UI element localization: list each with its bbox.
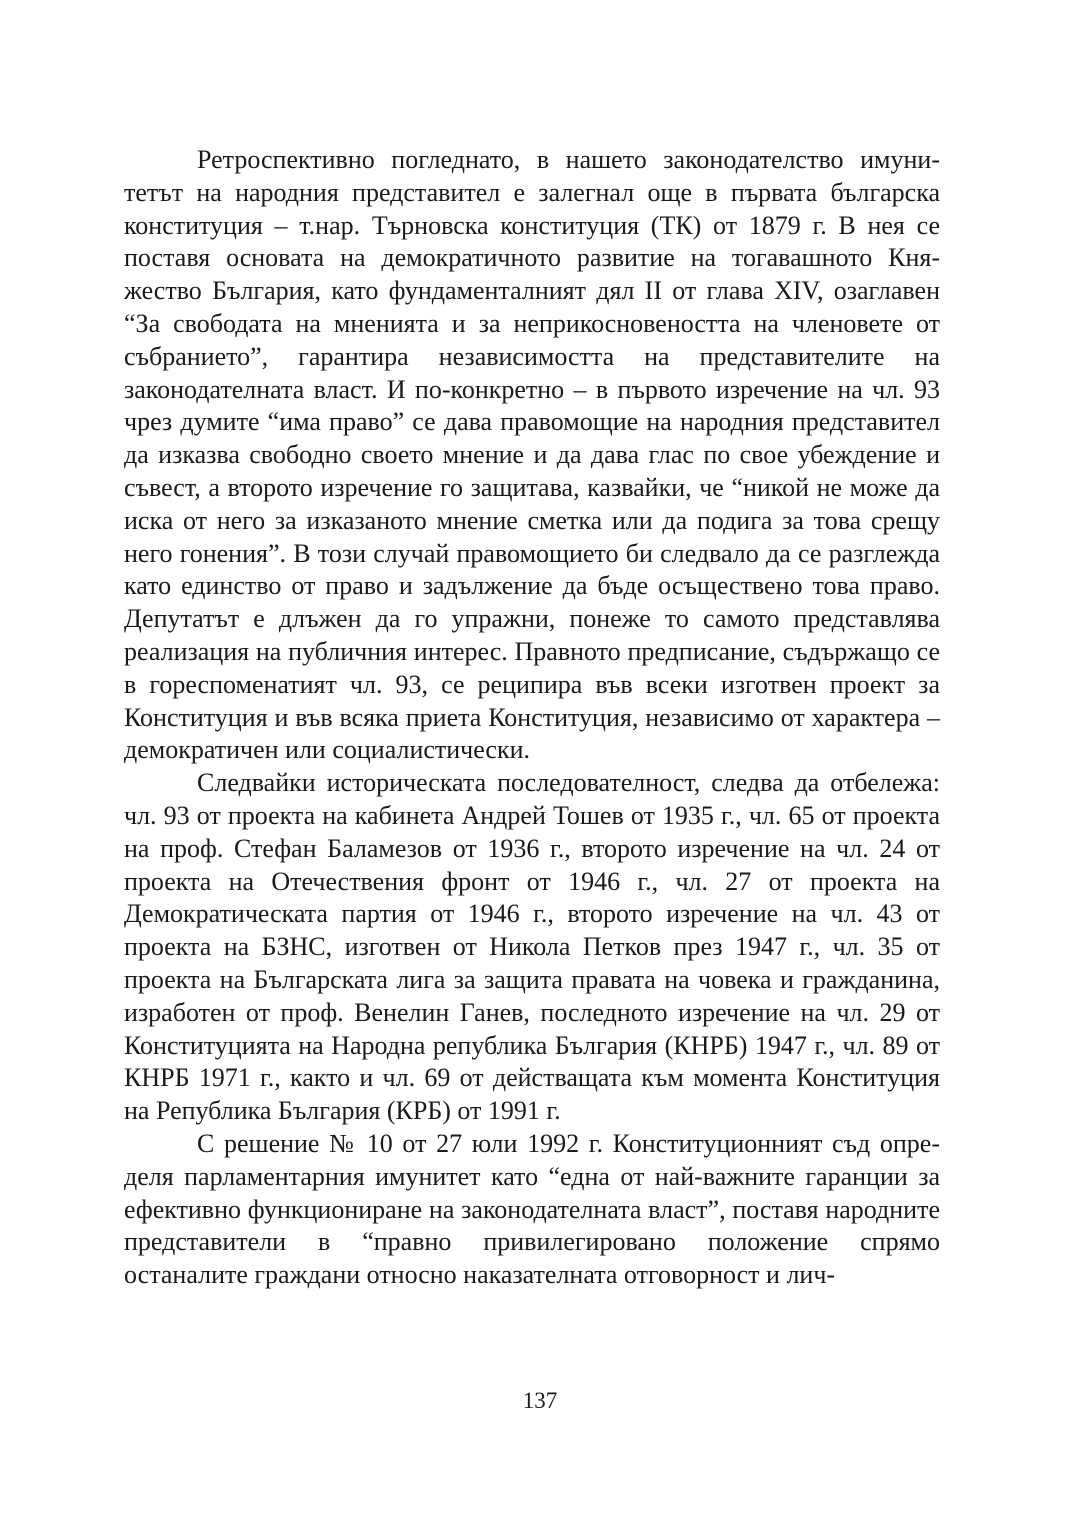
paragraph-historical-sequence: Следвайки историческата последователност, следва да отбележа: чл. 93 от проекта на кабинета Андрей Тошев от 1935 г., чл. 65 от проекта на проф. Стефан Баламезов от 1936 г., второто изречение на чл. 24 от проекта на Отечествения фронт от 1946 г., чл. 27 от проекта на Демократическата партия от 1946 г., второто изречение на чл. 43 от проекта на БЗНС, изготвен от Никола Петков през 1947 г., чл. 35 от проекта на Българската лига за защита правата на човека и гражданина, изработен от проф. Венелин Ганев, последното изречение на чл. 29 от Конституцията на Народна република България (КНРБ) 1947 г., чл. 89 от КНРБ 1971 г., както и чл. 69 от действащата към момента Конституция на Република България (КРБ) от 1991 г.: [124, 768, 940, 1126]
body-text: [124, 144, 940, 1292]
page-number: 137: [522, 1388, 558, 1413]
paragraph-constitutional-court: С решение № 10 от 27 юли 1992 г. Конституционният съд определя парламентарния имунитет като “една от най-важните гаранции за ефективно функциониране на законодателната власт”, поставя народните представители в “правно привилегировано положение спрямо останалите граждани относно наказателната отговорност и лич-: [124, 1128, 940, 1290]
paragraph-retrospective: Ретроспективно погледнато, в нашето законодателство имунитетът на народния представител е залегнал още в първата българска конституция – т.нар. Търновска конституция (ТК) от 1879 г. В нея се поставя основата на демократичното развитие на тогавашното Княжество България, като фундаменталният дял II от глава XIV, озаглавен “За свободата на мненията и за неприкосновеността на членовете от събранието”, гарантира независимостта на представителите на законодателната власт. И по-конкретно – в първото изречение на чл. 93 чрез думите “има право” се дава правомощие на народния представител да изказва свободно своето мнение и да дава глас по свое убеждение и съвест, а второто изречение го защитава, казвайки, че “никой не може да иска от него за изказаното мнение сметка или да подига за това срещу него гонения”. В този случай правомощието би следвало да се разглежда като единство от право и задължение да бъде осъществено това право. Депутатът е длъжен да го упражни, понеже то самото представлява реализация на публичния интерес. Правното предписание, съдържащо се в гореспоменатият чл. 93, се реципира във всеки изготвен проект за Конституция и във всяка приета Конституция, независимо от характера – демократичен или социалистически.: [124, 145, 940, 765]
